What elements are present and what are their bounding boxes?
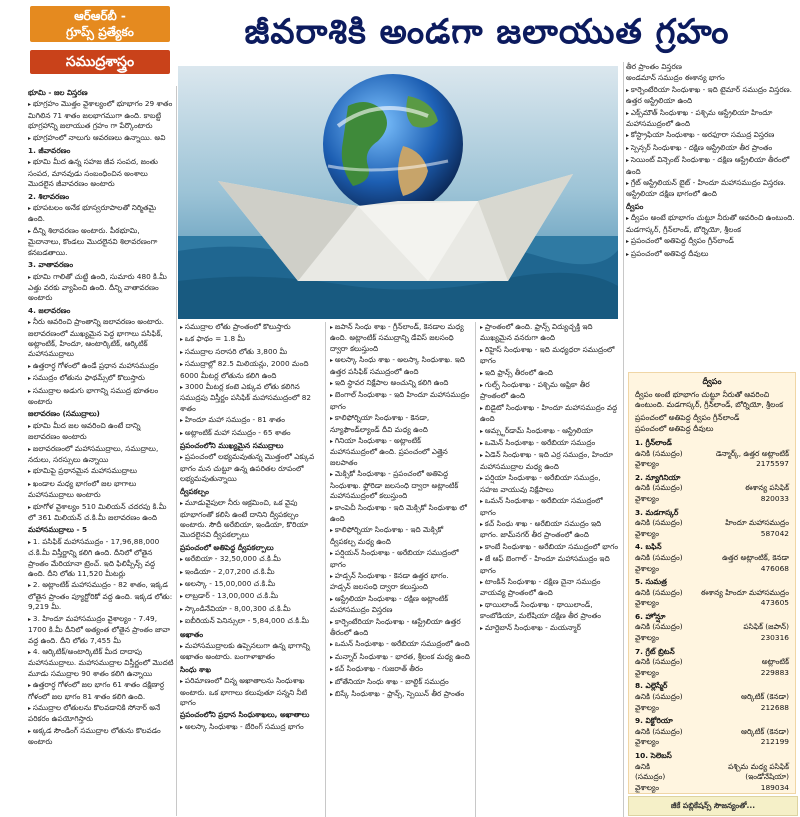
island-location-value: అట్లాంటిక్ [761,657,789,667]
island-location-label: ఉనికి (సముద్రం) [635,657,683,667]
paragraph: ▸ సముద్రాల సరాసరి లోతు 3,800 మీ [180,347,320,358]
island-location-row [635,483,789,494]
paragraph: ▸ సముద్రాల అడుగు భాగాన్ని సముద్ర భూతలం అంటారు [28,386,174,408]
island-area-label: వైశాల్యం [635,633,659,643]
section-heading: ప్రపంచంలోని ముఖ్యమైన సముద్రాలు [180,441,284,451]
paragraph: ▸ సముద్రాల లోతులను కొలవడానికి సోనార్ అనే పరికరం ఉపయోగిస్తారు [28,703,174,725]
island-location-row [635,692,789,703]
island-entry [635,647,789,679]
island-area-row [635,633,789,644]
paragraph: ▸ భూపటలం అనేక భూస్వరూపాలతో నిర్మితమై ఉంది. [28,203,174,225]
island-area-value: 189034 [760,782,789,792]
island-entry [635,542,789,574]
paragraph: ▸ మార్టెబాన్ సింధుశాఖ - మయన్మార్ [480,623,620,634]
globe-on-paper-boat-image [178,66,618,319]
section-heading: 3. వాతావరణం [28,260,74,270]
subject-badge: సముద్రశాస్త్రం [30,50,170,74]
article-title: జీవరాశికి అండగా జలాయుత గ్రహం [244,12,730,52]
island-location-row [635,588,789,599]
island-area-row [635,737,789,748]
island-area-value: 820033 [760,493,789,503]
island-entry [635,716,789,748]
island-location-value: ఆర్కిటిక్ (కెనడా) [741,692,789,702]
island-location-value: డెన్మార్క్, ఉత్తర అట్లాంటిక్ [715,448,789,458]
paragraph: ▸ అలస్కా - 15,00,000 చ.కి.మీ [180,579,320,590]
paragraph: ▸ 3000 మీటర్ల కంటె ఎక్కువ లోతు కలిగిన సముద్రపు విస్తీర్ణం పసిఫిక్ మహాసముద్రంలో 82 శాతం [180,382,320,414]
paragraph: ▸ భూగ్రహం మొత్తం వైశాల్యంలో భూభాగం 29 శాతం మిగిలిన 71 శాతం జలభాగముగా ఉంది. కాబట్టి భూగ్రహాన్ని జలాయుత గ్రహం గా పేర్కొంటారు [28,99,174,131]
island-name: 4. బఫిన్ [635,542,662,552]
paragraph: ▸ 4. ఆర్కిటిక్/అంటార్కిటిక్ మీద దాదాపు మహాసముద్రాలు. మహాసముద్రాల విస్తీర్ణంలో మొదటి మూడు సముద్రాల 90 శాతం కలిగి ఉన్నాయి [28,647,174,679]
island-area-row [635,494,789,505]
island-area-label: వైశాల్యం [635,459,659,469]
paragraph: ▸ ఎక్స్‌మౌత్ సింధుశాఖ - పశ్చిమ ఆస్ట్రేలియా హిందూ మహాసముద్రంలో ఉంది [626,108,796,130]
paragraph: ▸ హిందూ మహా సముద్రం - 81 శాతం [180,415,320,426]
paragraph: ▸ పరిమాణంలో చిన్న అఖాతాలను సింధుశాఖ అంటారు. ఒక భాగాలు కలుపుతూ సన్నని నీటి భాగం [180,676,320,708]
hero-illustration [178,66,618,319]
island-location-label: ఉనికి (సముద్రం) [635,483,683,493]
column-rule [325,322,326,817]
island-location-label: ఉనికి (సముద్రం) [635,726,683,736]
island-area-label: వైశాల్యం [635,493,659,503]
paragraph: ▸ బోతేనియా సింధు శాఖ - బాల్టిక్ సముద్రం [330,677,470,688]
paragraph: ▸ భూమి గాలితో చుట్టి ఉంది, సుమారు 480 కి.మీ ఎత్తు వరకు వ్యాపించి ఉంది. దీన్ని వాతావరణం అంటారు [28,272,174,304]
island-location-value: ఆర్కిటిక్ (కెనడా) [741,726,789,736]
paragraph: ▸ ఇది ఫ్రాన్స్ తీరంలో ఉంది [480,368,620,379]
island-area-row [635,668,789,679]
island-area-value: 229883 [760,667,789,677]
paragraph: ▸ ఐబీరియన్ పెనిన్సులా - 5,84,000 చ.కి.మీ [180,616,320,627]
paragraph: ▸ సముద్రాల లోతు ప్రాంతంలో కొలుస్తారు [180,322,320,333]
island-area-label: వైశాల్యం [635,563,659,573]
paragraph: ▸ కోస్ట్రాఫియా సింధుశాఖ - అరఫూరా సముద్ర విస్తరణ [626,130,796,141]
island-area-label: వైశాల్యం [635,737,659,747]
paragraph: ▸ గుల్ఫ్ సింధుశాఖ - పశ్చిమ ఆఫ్రికా తీర ప్రాంతంలో ఉంది [480,380,620,402]
paragraph: ▸ ఇది స్థావర నిక్షేపాల అంచున్ని కలిగి ఉంది [330,378,470,389]
paragraph: ▸ మహాసముద్రాలకు ఉప్పెనలుగా ఉన్న భాగాన్ని అఖాతం అంటారు. బంగాళాఖాతం [180,641,320,663]
section-heading: మహాసముద్రాలు - 5 [28,525,88,535]
island-name: 5. సుమత్ర [635,577,667,587]
paragraph: ▸ 3. హిందూ మహాసముద్రం వైశాల్యం - 7.49, 1700 కి.మీ దీనిలో అత్యంత లోతైన ప్రాంతం జావా వద్ద ఉంది. దీని లోతు 7,455 మీ [28,614,174,646]
island-area-value: 230316 [760,633,789,643]
paragraph: ▸ బిడైటో సింధుశాఖ - హిందూ మహాసముద్రం వద్ద ఉంది [480,403,620,425]
largest-islands-box [628,372,796,794]
paragraph: ▸ పర్షియా సింధుశాఖ - అరేబియా సముద్రం, సహజ వాయువు నిక్షేపాలు [480,473,620,495]
paragraph: ▸ కాంబే సింధుశాఖ - అరేబియా సముద్రంలో భాగం [480,542,620,553]
island-location-value: పసిఫిక్ (జపాన్) [743,622,789,632]
island-area-row [635,703,789,714]
paragraph: ▸ భూగోళ వైశాల్యం 510 మిలియన్ చదరపు కి.మీ లో 361 మిలియన్ చ.కి.మీ జలావరణం ఉంది [28,502,174,524]
island-location-label: ఉనికి (సముద్రం) [635,622,683,632]
paragraph: ▸ ఖండాల మధ్య భాగంలో జల భాగాలు మహాసముద్రాలు అంటారు [28,479,174,501]
paragraph: ▸ మెక్సికో సింధుశాఖ - ప్రపంచంలో అతిపెద్ద సింధుశాఖ. ఫ్లోరిడా జలసంధి ద్వారా అట్లాంటిక్ మహాసముద్రంలో కలుస్తుంది [330,469,470,501]
paragraph: ▸ అక్కడ సౌండింగ్ సముద్రాల లోతును కొలవడం అంటారు [28,726,174,748]
article-column-2 [180,322,320,817]
island-area-row [635,598,789,609]
section-heading: భూమి - జల విస్తరణ [28,88,88,97]
article-column-1 [28,86,174,816]
island-location-row [635,518,789,529]
section-heading: 1. జీవావరణం [28,146,71,156]
island-location-label: ఉనికి (సముద్రం) [635,692,683,702]
paragraph: ▸ అలస్కా సింధుశాఖ - బేరింగ్ సముద్ర భాగం [180,722,320,733]
island-area-value: 212688 [760,702,789,712]
island-name: 10. సెలెబస్ [635,751,672,760]
island-area-label: వైశాల్యం [635,667,659,677]
paragraph: ▸ ప్రపంచంలో అతిపెద్ద దీవులు [626,249,796,260]
section-heading: ప్రపంచంలోని ప్రధాన సింధుశాఖలు, అఖాతాలు [180,710,310,720]
paragraph: ▸ గ్రేట్ ఆస్ట్రేలియన్ బైట్ - హిందూ మహాసముద్రం విస్తరణ. ఆస్ట్రేలియా దక్షిణ భాగంలో ఉంది [626,178,796,200]
island-entry [635,508,789,540]
paragraph: ▸ టాంకిన్ సింధుశాఖ - దక్షిణ చైనా సముద్రం వాయవ్య ప్రాంతంలో ఉంది [480,577,620,599]
paragraph: ▸ ఇండియా - 2,07,200 చ.కి.మీ [180,567,320,578]
island-location-row [635,762,789,783]
island-area-label: వైశాల్యం [635,528,659,538]
paragraph: ▸ కాలిఫోర్నియా సింధుశాఖ - ఇది మెక్సికో ద్వీపకల్ప మధ్య ఉంది [330,525,470,547]
paragraph: ▸ ప్రాంతంలో ఉంది. ఫ్రాన్స్ విద్యుచ్ఛక్తి ఇది ముఖ్యమైన వనరుగా ఉంది [480,322,620,344]
island-location-value: ఈశాన్య హిందూ మహాసముద్రం [700,587,789,597]
paragraph: ▸ కాంపెచీ సింధుశాఖ - ఇది మెక్సికో సింధుశాఖ లో ఉంది [330,503,470,525]
paragraph: ▸ భూమి మీద ఉన్న సహజ జీవ సంపద, జంతు సంపద, మానవుడు సంబంధించిన అంశాలు మొదలైన జీవావరణం అంటారు [28,157,174,189]
paragraph: ▸ సెయింట్ విన్సెంట్ సింధుశాఖ - దక్షిణ ఆస్ట్రేలియా తీరంలో ఉంది [626,155,796,177]
paragraph: ▸ భూగ్రహంలో నాలుగు ఆవరణలు ఉన్నాయి. అవి [28,133,174,144]
paragraph: ▸ బిస్కే సింధుశాఖ - ఫ్రాన్స్, స్పెయిన్ తీర ప్రాంతం [330,689,470,700]
paragraph: ▸ స్కాండినేవియా - 8,00,300 చ.కి.మీ [180,604,320,615]
island-area-value: 473605 [760,598,789,608]
section-heading: సింధు శాఖ [180,664,211,674]
article-column-4 [480,322,620,817]
paragraph: ▸ కచ్ సింధు శాఖ - అరేబియా సముద్రం ఇది భాగం. జామ్‌నగర్ తీర ప్రాంతంలో ఉంది [480,519,620,541]
island-entry [635,681,789,713]
island-area-value: 2175597 [756,459,789,469]
article-column-3 [330,322,470,817]
paragraph: ▸ ప్రపంచంలో అతిపెద్ద ద్వీపం గ్రీన్‌లాండ్ [626,236,796,247]
paragraph: ▸ ఉత్తరార్ధ గోళంలో జల భాగం 61 శాతం దక్షిణార్ధ గోళంలో జల భాగం 81 శాతం కలిగి ఉంది. [28,680,174,702]
island-location-row [635,622,789,633]
island-entry [635,438,789,470]
island-name: 3. మడగాస్కర్ [635,507,679,517]
island-location-row [635,727,789,738]
paragraph: ▸ భూమి మీద జల ఆవరించి ఉంటే దాన్ని జలావరణం అంటారు [28,421,174,443]
paragraph: ▸ ఒమన్ సింధుశాఖ - అరేబియా సముద్రంలో ఉంది [330,639,470,650]
paragraph: ▸ ఆస్ట్రేలియా సింధుశాఖ - దక్షిణ అట్లాంటిక్ మహాసముద్రం విస్తరణ [330,594,470,616]
island-location-label: ఉనికి (సముద్రం) [635,448,683,458]
box-title: ద్వీపం [702,377,722,386]
island-location-label: ఉనికి (సముద్రం) [635,587,683,597]
island-name: 7. గ్రేట్ బ్రిటన్ [635,646,675,656]
badge-line-2: గ్రూప్స్ ప్రత్యేకం [66,25,134,39]
island-location-value: ఉత్తర అట్లాంటిక్, కెనడా [722,552,789,562]
box-bullet: ప్రపంచంలో అతిపెద్ద దీవులు [635,424,714,434]
box-intro: ద్వీపం అంటే భూభాగం చుట్టూ నీరుతో ఆవరించి ఉంటుంది. మడగాస్కర్, గ్రీన్‌లాండ్, బోర్నియో, శ్రీలంక [635,389,784,410]
island-location-value: పశ్చిమ మధ్య పసిఫిక్ (ఇండోనేషియా) [728,761,789,782]
section-heading: 4. జలావరణం [28,305,71,315]
paragraph: ▸ అట్లాంటిక్ మహా సముద్రం - 65 శాతం [180,428,320,439]
paragraph: ▸ 1. పసిఫిక్ మహాసముద్రం - 17,96,88,000 చ.కి.మీ విస్తీర్ణాన్ని కలిగి ఉంది. దీనిలో లోతైన ప్రాంతం మేరియానా ట్రెంచ్. ఇది ఫిలిప్పీన్స్ వద్ద ఉంది. దీని లోతు 11,520 మీటర్లు [28,537,174,580]
island-area-value: 212199 [760,737,789,747]
paragraph: ▸ హడ్సన్ సింధుశాఖ - కెనడా ఉత్తర భాగం. హడ్సన్ జలసంధి ద్వారా కలుస్తుంది [330,571,470,593]
island-name: 6. హోన్షూ [635,611,666,621]
island-area-row [635,459,789,470]
section-heading: జలావరణం (సముద్రాలు) [28,409,100,419]
paragraph: అండమాన్ సముద్రం ఈశాన్య భాగం [626,73,725,83]
island-location-row [635,657,789,668]
credit-line: జీకే పబ్లికేషన్స్ సౌజన్యంతో... [628,796,798,816]
island-location-value: ఈశాన్య పసిఫిక్ [744,483,789,493]
section-heading: ప్రపంచంలో అతిపెద్ద ద్వీపకల్పాలు [180,542,274,552]
island-area-row [635,529,789,540]
island-location-label: ఉనికి (సముద్రం) [635,761,666,782]
paragraph: ▸ జపాన్ సింధు శాఖ - గ్రీన్‌లాండ్, కెనడాల మధ్య ఉంది. అట్లాంటిక్ సముద్రాన్ని డేవిస్ జలసంధి ద్వారా కలుస్తుంది [330,322,470,354]
island-name: 1. గ్రీన్‌లాండ్ [635,437,672,447]
paragraph: ▸ 2. అట్లాంటిక్ మహాసముద్రం - 82 శాతం, ఇక్కడ లోతైన ప్రాంతం ప్యూర్టోరికో వద్ద ఉంది. ఇక్కడ లోతు: 9,219 మీ. [28,580,174,612]
island-entry [635,612,789,644]
paragraph: ▸ ప్రపంచంలో లభ్యమవుతున్న మొత్తంలో ఎక్కువ భాగం మన చుట్టూ ఉన్న ఉపరితల రూపంలో లభ్యమవుతున్నాయి [180,452,320,484]
paragraph: ▸ లాబ్రడార్ - 13,00,000 చ.కి.మీ [180,591,320,602]
column-rule [176,86,177,816]
paragraph: ▸ గినియా సింధుశాఖ - అట్లాంటిక్ మహాసముద్రంలో ఉంది. ప్రపంచంలో ఎత్తైన జలపాతం [330,436,470,468]
paragraph: ▸ మన్నార్ సింధుశాఖ - భారత, శ్రీలంక మధ్య ఉంది [330,652,470,663]
island-location-row [635,553,789,564]
section-badge [30,6,170,42]
column-rule [623,62,624,817]
paragraph: ▸ జే ఆఫ్ బెంగాల్ - హిందూ మహాసముద్రం ఇది భాగం [480,554,620,576]
island-area-label: వైశాల్యం [635,598,659,608]
paragraph: ▸ స్పెన్సర్ సింధుశాఖ - దక్షిణ ఆస్ట్రేలియా తీర ప్రాంతం [626,143,796,154]
island-area-value: 476068 [760,563,789,573]
island-area-label: వైశాల్యం [635,782,659,792]
paragraph: తీర ప్రాంతం విస్తరణ [626,62,682,71]
island-area-value: 587042 [760,528,789,538]
paragraph: ▸ ఉత్తరార్ధ గోళంలో ఉండే ప్రధాన మహాసముద్రం [28,361,174,372]
paragraph: ▸ రిహైస్ సింధుశాఖ - ఇది మధ్యధరా సముద్రంలో భాగం [480,345,620,367]
island-name: 8. ఎల్లెస్మేర్ [635,681,668,691]
paragraph: ▸ కార్పెంటేరియా సింధుశాఖ - ఆస్ట్రేలియా ఉత్తర తీరంలో ఉంది [330,617,470,639]
island-location-value: హిందూ మహాసముద్రం [725,518,789,528]
island-list [635,438,789,793]
section-heading: 2. శిలావరణం [28,191,70,201]
paragraph: ▸ అరేబియా - 32,50,000 చ.కి.మీ [180,554,320,565]
island-name: 9. విక్టోరియా [635,716,673,726]
section-heading: ద్వీపకల్పం [180,486,209,496]
paragraph: ▸ జలావరణంలో మహాసముద్రాలు, సముద్రాలు, నదులు, సరస్సులు ఉన్నాయి [28,444,174,466]
section-heading: అఖాతం [180,629,204,639]
article-column-5 [626,62,796,362]
paragraph: ▸ భూమిపై ప్రధానమైన మహాసముద్రాలు [28,466,174,477]
paragraph: ▸ సముద్రాల్లో 82.5 మిలియన్లు, 2000 మంది 6000 మీటర్ల లోతును కలిగి ఉంది [180,359,320,381]
paragraph: ▸ ద్వీపం అంటే భూభాగం చుట్టూ నీరుతో ఆవరించి ఉంటుంది. మడగాస్కర్, గ్రీన్‌లాండ్, బోర్నియో, శ్రీలంక [626,213,796,235]
paragraph: ▸ ఏడెన్ సింధుశాఖ - ఇది ఎర్ర సముద్రం, హిందూ మహాసముద్రాల మధ్య ఉంది [480,450,620,472]
paragraph: ▸ ఒమన్ సింధుశాఖ - అరేబియా సముద్రంలో భాగం [480,496,620,518]
island-entry [635,473,789,505]
island-location-label: ఉనికి (సముద్రం) [635,552,683,562]
section-heading: ద్వీపం [626,201,644,211]
island-location-label: ఉనికి (సముద్రం) [635,518,683,528]
island-entry [635,577,789,609]
paragraph: ▸ పర్షియన్ సింధుశాఖ - అరేబియా సముద్రంలో భాగం [330,548,470,570]
island-name: 2. న్యూగినియా [635,472,681,482]
box-bullet: ప్రపంచంలో అతిపెద్ద ద్వీపం గ్రీన్‌లాండ్ [635,412,740,422]
paragraph: ▸ అలస్కా సింధు శాఖ - అలస్కా సింధుశాఖ. ఇది ఉత్తర పసిఫిక్ సముద్రంలో ఉంది [330,355,470,377]
paragraph: ▸ కార్పెంటేరియా సింధుశాఖ - ఇది టైమార్ సముద్రం విస్తరణ. ఉత్తర ఆస్ట్రేలియా ఉంది [626,85,796,107]
island-location-row [635,449,789,460]
island-area-label: వైశాల్యం [635,702,659,712]
paragraph: ▸ నీరు ఆవరించి ప్రాంతాన్ని జలావరణం అంటారు. జలావరణంలో ముఖ్యమైన పెద్ద భాగాలు పసిఫిక్, అట్లాంటిక్, హిందూ, ఆంటార్కిటిక్, ఆర్కిటిక్ మహాసముద్రాలు [28,317,174,360]
column-rule [475,322,476,817]
paragraph: ▸ ఆమ్స్టర్‌డామ్ సింధుశాఖ - ఆస్ట్రేలియా [480,426,620,437]
paragraph: ▸ ఒమెన్ సింధుశాఖ - అరేబియా సముద్రం [480,438,620,449]
paragraph: ▸ మూడువైపులా నీరు ఆక్రమించి, ఒక వైపు భూభాగంతో కలిసి ఉంటే దానిని ద్వీపకల్పం అంటారు. సౌదీ అరేబియా, ఇండియా, కొరియా మొదలైనవి ద్వీపకల్పాలు [180,498,320,541]
island-area-row [635,783,789,794]
paragraph: ▸ కచ్ సింధుశాఖ - గుజరాత్ తీరం [330,664,470,675]
badge-line-1: ఆర్‌ఆర్‌బీ - [74,9,126,23]
paragraph: ▸ సముద్రం లోతును ఫాథమ్స్‌లో కొలుస్తారు [28,373,174,384]
paragraph: ▸ బెంగాల్ సింధుశాఖ - ఇది హిందూ మహాసముద్రం భాగం [330,390,470,412]
island-area-row [635,564,789,575]
paragraph: ▸ దీన్ని శిలావరణం అంటారు. పీఠభూమి, మైదానాలు, కొండలు మొదలైనవి శిలావరణంగా కనబడతాయి. [28,226,174,258]
paragraph: ▸ ఒక ఫాథం = 1.8 మీ [180,334,320,345]
paragraph: ▸ థాయిలాండ్ సింధుశాఖ - థాయిలాండ్, కాంబోడియా, మలేషియా దక్షిణ తీర ప్రాంతం [480,600,620,622]
paragraph: ▸ కాలిఫోర్నియా సింధుశాఖ - కెనడా, న్యూఫౌండ్‌ల్యాండ్ దీవి మధ్య ఉంది [330,413,470,435]
island-entry [635,751,789,793]
